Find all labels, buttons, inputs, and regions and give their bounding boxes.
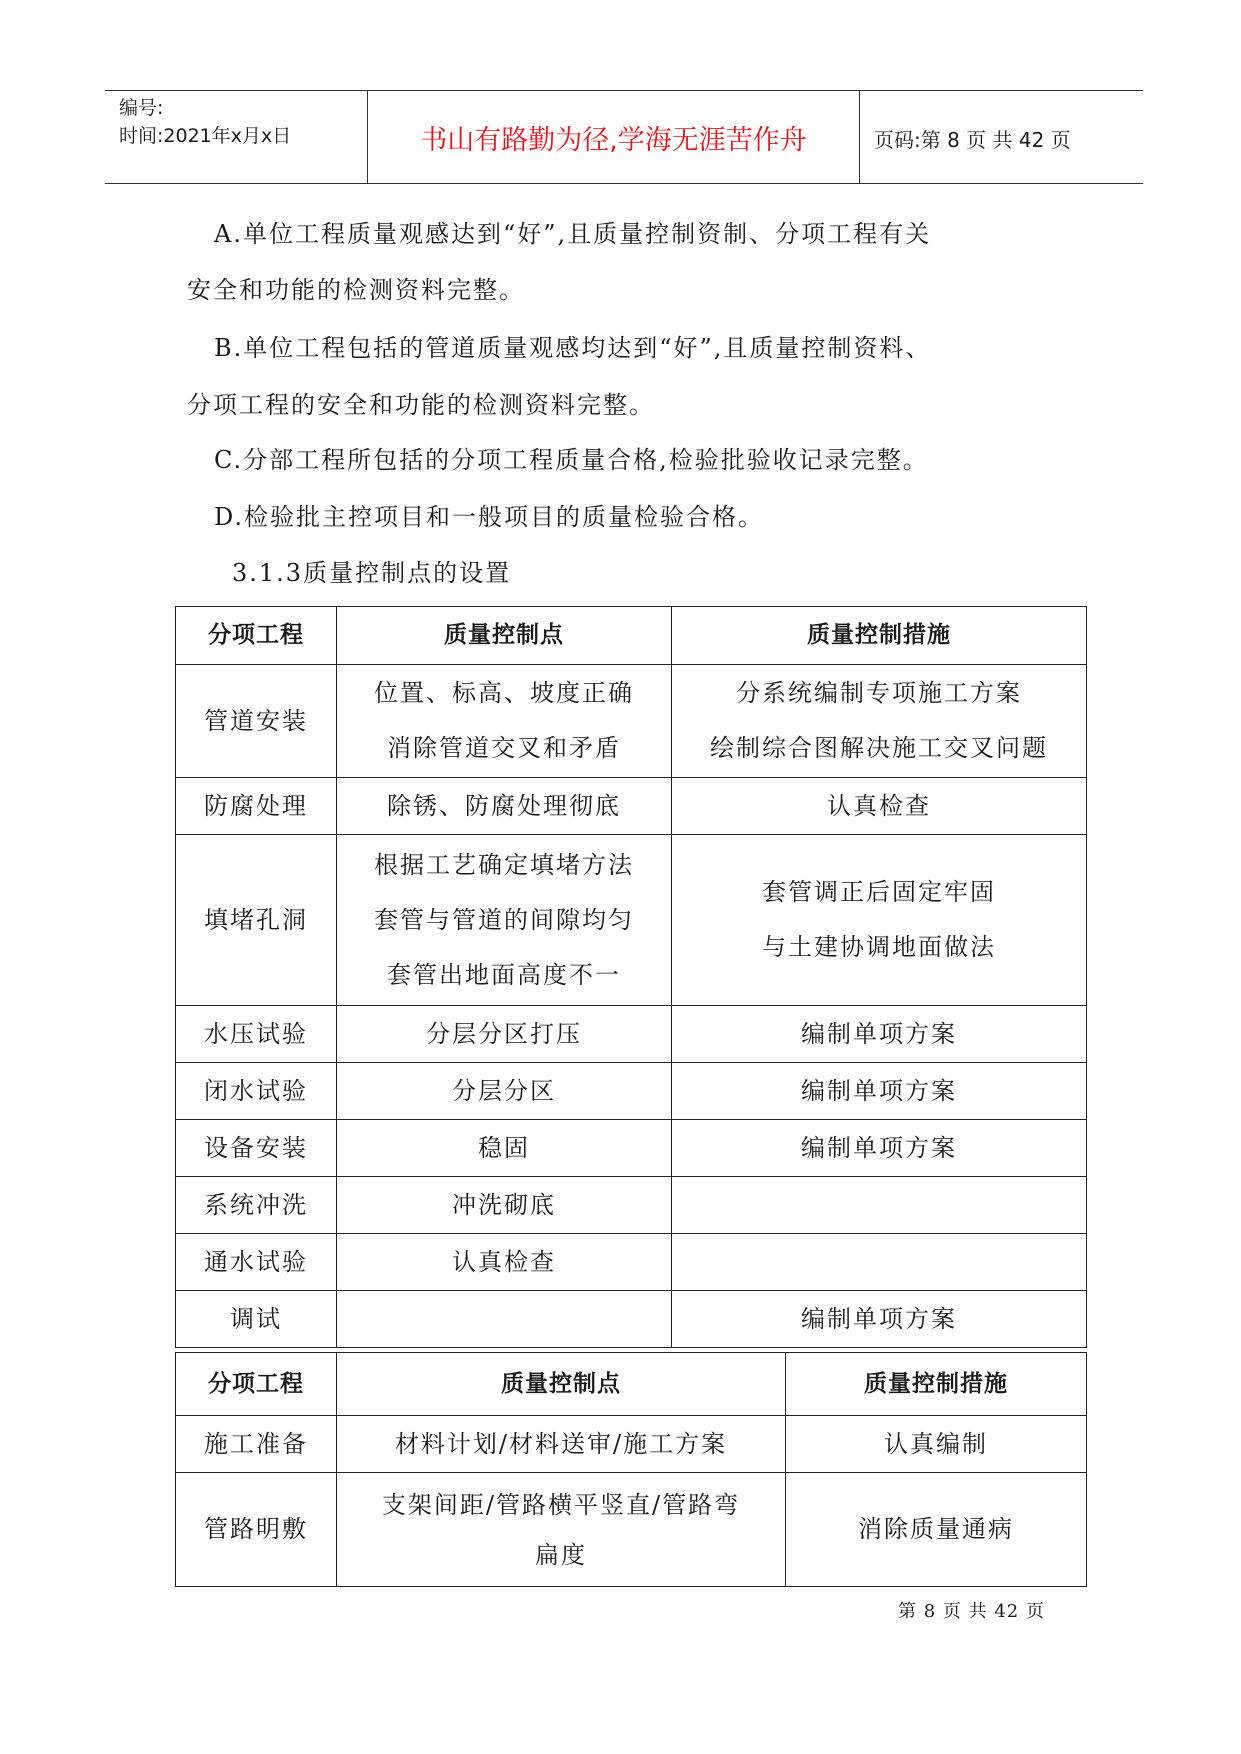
table-row [176, 835, 1087, 1006]
document-number: 编号: [119, 97, 164, 119]
table-row [176, 1006, 1087, 1063]
row-measures: 消除质量通病 [786, 1473, 1087, 1587]
row-item: 闭水试验 [176, 1063, 337, 1120]
row-points: 材料计划/材料送审/施工方案 [337, 1416, 786, 1473]
header-measures: 质量控制措施 [672, 607, 1087, 665]
measure-line: 套管调正后固定牢固 [762, 878, 996, 906]
point-line: 根据工艺确定填堵方法 [374, 850, 634, 879]
row-measures: 编制单项方案 [672, 1291, 1087, 1348]
row-points [337, 665, 672, 778]
row-measures: 认真检查 [672, 778, 1087, 835]
row-points: 除锈、防腐处理彻底 [337, 778, 672, 835]
page-header [105, 90, 1143, 184]
paragraph-a-line1: A.单位工程质量观感达到“好”,且质量控制资制、分项工程有关 [214, 220, 932, 248]
row-points: 分层分区打压 [337, 1006, 672, 1063]
motto-text: 书山有路勤为径,学海无涯苦作舟 [420, 124, 807, 156]
header-points: 质量控制点 [337, 1353, 786, 1416]
point-line: 消除管道交叉和矛盾 [387, 734, 621, 762]
row-measures [672, 835, 1087, 1006]
point-line: 支架间距/管路横平竖直/管路弯 [381, 1490, 741, 1519]
table-row [176, 1291, 1087, 1348]
table-row [176, 665, 1087, 778]
paragraph-d: D.检验批主控项目和一般项目的质量检验合格。 [214, 503, 765, 531]
row-item: 管道安装 [176, 665, 337, 778]
paragraph-b-line2: 分项工程的安全和功能的检测资料完整。 [187, 391, 655, 419]
point-line: 扁度 [535, 1540, 587, 1569]
row-measures: 编制单项方案 [672, 1006, 1087, 1063]
header-item: 分项工程 [176, 1353, 337, 1416]
row-item: 施工准备 [176, 1416, 337, 1473]
header-measures: 质量控制措施 [786, 1353, 1087, 1416]
row-points: 冲洗砌底 [337, 1177, 672, 1234]
table-row [176, 1234, 1087, 1291]
row-points: 分层分区 [337, 1063, 672, 1120]
header-points: 质量控制点 [337, 607, 672, 665]
point-line: 位置、标高、坡度正确 [374, 679, 634, 707]
table-row [176, 778, 1087, 835]
measure-line: 绘制综合图解决施工交叉问题 [710, 734, 1048, 762]
row-item: 通水试验 [176, 1234, 337, 1291]
row-item: 调试 [176, 1291, 337, 1348]
row-points: 认真检查 [337, 1234, 672, 1291]
paragraph-b-line1: B.单位工程包括的管道质量观感均达到“好”,且质量控制资料、 [214, 334, 932, 362]
header-meta [105, 91, 367, 183]
measure-line: 分系统编制专项施工方案 [736, 679, 1022, 707]
row-points [337, 1473, 786, 1587]
table-row [176, 1473, 1087, 1587]
table-header-row [176, 1353, 1087, 1416]
row-measures: 认真编制 [786, 1416, 1087, 1473]
row-measures: 编制单项方案 [672, 1120, 1087, 1177]
row-measures [672, 1177, 1087, 1234]
page-code: 页码:第 8 页 共 42 页 [874, 128, 1071, 152]
row-item: 防腐处理 [176, 778, 337, 835]
point-line: 套管与管道的间隙均匀 [374, 905, 634, 934]
document-date: 时间:2021年x月x日 [119, 125, 292, 147]
section-heading: 3.1.3质量控制点的设置 [232, 559, 512, 587]
header-motto-cell [367, 91, 860, 183]
paragraph-a-line2: 安全和功能的检测资料完整。 [187, 276, 525, 304]
page-footer: 第 8 页 共 42 页 [898, 1601, 1045, 1622]
table-row [176, 1177, 1087, 1234]
row-item: 填堵孔洞 [176, 835, 337, 1006]
row-item: 管路明敷 [176, 1473, 337, 1587]
row-points [337, 1291, 672, 1348]
header-page-cell [860, 91, 1143, 183]
quality-control-table-2 [175, 1352, 1087, 1587]
row-item: 设备安装 [176, 1120, 337, 1177]
table-row [176, 1416, 1087, 1473]
measure-line: 与土建协调地面做法 [762, 933, 996, 961]
row-points: 稳固 [337, 1120, 672, 1177]
table-header-row [176, 607, 1087, 665]
header-item: 分项工程 [176, 607, 337, 665]
row-measures: 编制单项方案 [672, 1063, 1087, 1120]
table-row [176, 1063, 1087, 1120]
row-item: 系统冲洗 [176, 1177, 337, 1234]
row-measures [672, 665, 1087, 778]
row-item: 水压试验 [176, 1006, 337, 1063]
row-measures [672, 1234, 1087, 1291]
paragraph-c: C.分部工程所包括的分项工程质量合格,检验批验收记录完整。 [214, 446, 929, 474]
quality-control-table [175, 606, 1087, 1348]
point-line: 套管出地面高度不一 [387, 960, 621, 989]
row-points [337, 835, 672, 1006]
table-row [176, 1120, 1087, 1177]
